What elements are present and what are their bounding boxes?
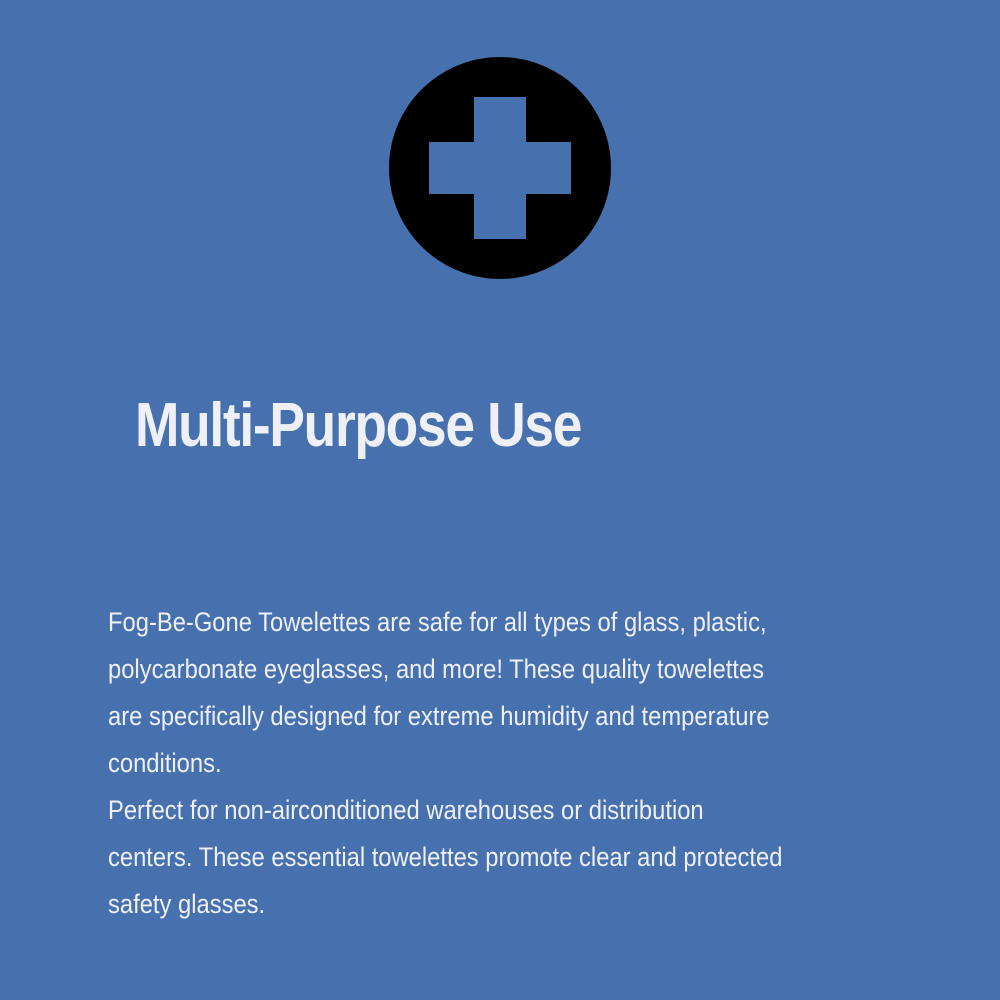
description-line: Perfect for non-airconditioned warehouses or distribution bbox=[108, 795, 704, 825]
description-line: centers. These essential towelettes promote clear and protected bbox=[108, 842, 783, 872]
description-line: are specifically designed for extreme humidity and temperature bbox=[108, 701, 770, 731]
description-line: Fog-Be-Gone Towelettes are safe for all types of glass, plastic, bbox=[108, 607, 767, 637]
description-line: safety glasses. bbox=[108, 889, 266, 919]
description-text bbox=[108, 599, 900, 928]
description-line: conditions. bbox=[108, 748, 222, 778]
description-line: polycarbonate eyeglasses, and more! These quality towelettes bbox=[108, 654, 764, 684]
medical-cross-icon bbox=[389, 57, 611, 279]
page-title: Multi-Purpose Use bbox=[135, 391, 582, 460]
